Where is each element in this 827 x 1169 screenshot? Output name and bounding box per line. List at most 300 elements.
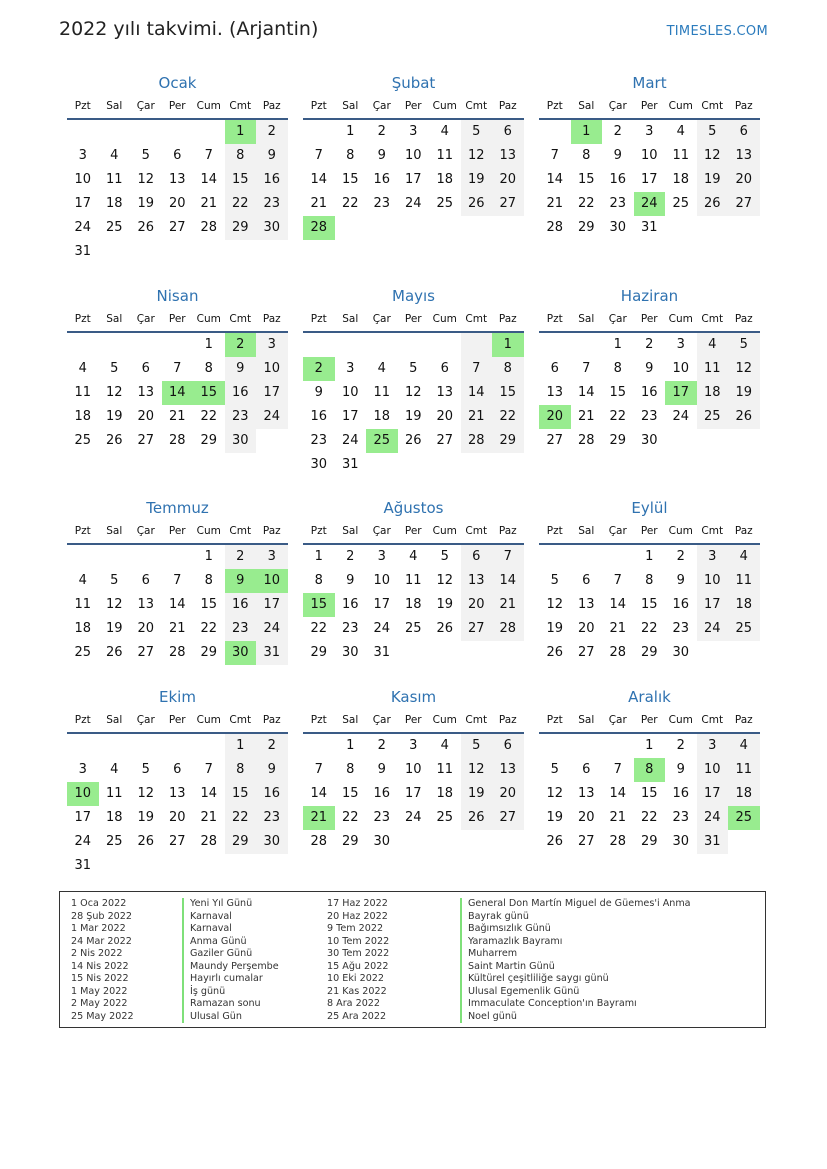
day-cell: 5 — [409, 361, 418, 376]
day-cell: 24 — [404, 196, 422, 211]
week-row — [67, 144, 288, 168]
day-cell: 6 — [728, 120, 760, 144]
day-cell: 12 — [461, 144, 493, 168]
week-row — [539, 120, 760, 144]
weekday-label: Çar — [372, 100, 391, 112]
day-cell: 8 — [582, 148, 591, 163]
weekday-label: Cmt — [701, 313, 724, 325]
weekday-label: Per — [404, 313, 422, 325]
day-cell: 11 — [105, 786, 123, 801]
empty-cell — [130, 333, 162, 357]
weekday-label: Paz — [262, 525, 281, 537]
holiday-name: Yeni Yıl Günü — [182, 898, 279, 911]
day-cell: 4 — [377, 361, 386, 376]
empty-cell — [99, 333, 131, 357]
day-cell: 29 — [341, 834, 359, 849]
month-7 — [67, 497, 288, 665]
weekday-label: Sal — [106, 714, 123, 726]
day-cell: 16 — [640, 385, 658, 400]
day-cell: 2 — [377, 124, 386, 139]
week-row — [303, 641, 524, 665]
day-cell: 22 — [341, 196, 359, 211]
week-row — [67, 734, 288, 758]
day-cell: 19 — [728, 381, 760, 405]
day-cell: 5 — [141, 148, 150, 163]
holiday-name: Gaziler Günü — [182, 948, 279, 961]
holiday-names-right — [460, 898, 691, 1023]
day-grid — [539, 120, 760, 240]
weekday-label: Paz — [734, 714, 753, 726]
day-cell: 2 — [225, 333, 257, 357]
day-cell: 16 — [373, 172, 391, 187]
empty-cell — [67, 120, 99, 144]
month-name: Şubat — [391, 74, 436, 92]
weekday-label: Cum — [432, 525, 457, 537]
day-cell: 9 — [377, 148, 386, 163]
holiday-name: Bayrak günü — [460, 911, 691, 924]
month-name: Ekim — [159, 688, 196, 706]
empty-cell — [130, 854, 162, 878]
day-cell: 3 — [377, 549, 386, 564]
day-cell: 27 — [137, 433, 155, 448]
weekday-label: Çar — [136, 313, 155, 325]
week-row — [67, 758, 288, 782]
day-cell: 23 — [672, 810, 690, 825]
day-cell: 15 — [640, 786, 658, 801]
day-cell: 26 — [546, 834, 564, 849]
empty-cell — [398, 830, 430, 854]
weekday-label: Pzt — [74, 100, 91, 112]
weekday-label: Sal — [578, 313, 595, 325]
empty-cell — [728, 830, 760, 854]
empty-cell — [366, 453, 398, 477]
holiday-dates-left — [71, 898, 134, 1023]
day-grid — [67, 545, 288, 665]
day-cell: 26 — [461, 192, 493, 216]
day-cell: 4 — [110, 762, 119, 777]
weekday-header — [303, 94, 524, 118]
day-cell: 2 — [613, 124, 622, 139]
day-cell: 18 — [436, 172, 454, 187]
empty-cell — [429, 453, 461, 477]
empty-cell — [539, 545, 571, 569]
empty-cell — [99, 854, 131, 878]
holiday-date: 10 Tem 2022 — [327, 935, 390, 947]
day-cell: 22 — [640, 810, 658, 825]
day-cell: 28 — [310, 834, 328, 849]
day-cell: 14 — [546, 172, 564, 187]
day-cell: 11 — [728, 758, 760, 782]
day-cell: 16 — [256, 782, 288, 806]
empty-cell — [99, 545, 131, 569]
holiday-name: Ulusal Gün — [182, 1011, 279, 1024]
day-cell: 29 — [200, 645, 218, 660]
day-cell: 25 — [672, 196, 690, 211]
weekday-label: Cmt — [229, 714, 252, 726]
week-row — [67, 192, 288, 216]
month-9 — [539, 497, 760, 665]
weekday-label: Per — [640, 714, 658, 726]
day-cell: 5 — [440, 549, 449, 564]
day-cell: 22 — [200, 409, 218, 424]
day-cell: 8 — [204, 573, 213, 588]
week-row — [303, 782, 524, 806]
day-cell: 6 — [550, 361, 559, 376]
day-cell: 21 — [200, 196, 218, 211]
empty-cell — [193, 734, 225, 758]
day-cell: 27 — [436, 433, 454, 448]
day-cell: 20 — [577, 810, 595, 825]
week-row — [303, 120, 524, 144]
day-cell: 21 — [461, 405, 493, 429]
day-cell: 11 — [436, 762, 454, 777]
day-cell: 16 — [225, 381, 257, 405]
empty-cell — [461, 641, 493, 665]
empty-cell — [225, 854, 257, 878]
holiday-date: 25 Ara 2022 — [327, 1010, 387, 1022]
day-cell: 31 — [74, 244, 92, 259]
weekday-label: Cum — [668, 525, 693, 537]
day-cell: 23 — [256, 192, 288, 216]
day-cell: 4 — [728, 734, 760, 758]
month-2 — [303, 72, 524, 240]
day-cell: 21 — [492, 593, 524, 617]
holiday-date: 1 May 2022 — [71, 985, 128, 997]
weekday-label: Cum — [196, 100, 221, 112]
day-cell: 16 — [672, 786, 690, 801]
day-cell: 9 — [613, 148, 622, 163]
weekday-label: Paz — [734, 525, 753, 537]
day-cell: 27 — [577, 645, 595, 660]
day-cell: 19 — [137, 196, 155, 211]
day-cell: 14 — [310, 786, 328, 801]
day-cell: 24 — [341, 433, 359, 448]
day-cell: 26 — [404, 433, 422, 448]
day-cell: 31 — [341, 457, 359, 472]
holiday-name: Immaculate Conception'ın Bayramı — [460, 998, 691, 1011]
week-row — [539, 569, 760, 593]
day-cell: 25 — [728, 617, 760, 641]
day-cell: 18 — [728, 782, 760, 806]
empty-cell — [99, 734, 131, 758]
month-name: Eylül — [631, 499, 668, 517]
site-link[interactable]: TIMESLES.COM — [666, 24, 768, 39]
day-cell: 5 — [110, 361, 119, 376]
day-grid — [67, 734, 288, 878]
day-cell: 29 — [310, 645, 328, 660]
day-cell: 21 — [546, 196, 564, 211]
month-name: Kasım — [390, 688, 437, 706]
day-cell: 26 — [137, 834, 155, 849]
day-cell: 4 — [110, 148, 119, 163]
empty-cell — [130, 120, 162, 144]
day-cell: 17 — [404, 172, 422, 187]
day-cell: 11 — [74, 597, 92, 612]
week-row — [303, 734, 524, 758]
day-cell: 14 — [492, 569, 524, 593]
week-row — [303, 617, 524, 641]
week-row — [67, 617, 288, 641]
weekday-label: Per — [168, 100, 186, 112]
day-cell: 1 — [346, 738, 355, 753]
weekday-header — [67, 94, 288, 118]
day-cell: 8 — [314, 573, 323, 588]
empty-cell — [728, 429, 760, 453]
day-cell: 18 — [373, 409, 391, 424]
weekday-label: Sal — [106, 313, 123, 325]
day-cell: 19 — [461, 782, 493, 806]
holiday-date: 2 Nis 2022 — [71, 948, 123, 959]
day-cell: 21 — [577, 409, 595, 424]
holiday-name: Karnaval — [182, 923, 279, 936]
day-cell: 22 — [492, 405, 524, 429]
empty-cell — [225, 240, 257, 264]
day-cell: 24 — [373, 621, 391, 636]
day-cell: 15 — [225, 168, 257, 192]
day-cell: 15 — [341, 172, 359, 187]
day-cell: 28 — [609, 834, 627, 849]
day-cell: 30 — [310, 457, 328, 472]
day-cell: 31 — [256, 641, 288, 665]
weekday-label: Cum — [668, 100, 693, 112]
day-cell: 5 — [141, 762, 150, 777]
day-cell: 9 — [256, 144, 288, 168]
week-row — [67, 429, 288, 453]
day-cell: 24 — [256, 617, 288, 641]
holiday-date: 2 May 2022 — [71, 998, 128, 1009]
week-row — [67, 333, 288, 357]
week-row — [539, 333, 760, 357]
day-cell: 25 — [366, 429, 398, 453]
day-cell: 15 — [193, 381, 225, 405]
empty-cell — [697, 641, 729, 665]
day-cell: 27 — [168, 834, 186, 849]
holiday-name: Saint Martin Günü — [460, 961, 691, 974]
day-cell: 30 — [225, 429, 257, 453]
month-name: Ocak — [158, 74, 197, 92]
day-cell: 24 — [404, 810, 422, 825]
month-name: Nisan — [156, 287, 199, 305]
day-cell: 7 — [461, 357, 493, 381]
day-cell: 20 — [168, 810, 186, 825]
day-cell: 31 — [640, 220, 658, 235]
weekday-label: Pzt — [74, 525, 91, 537]
weekday-label: Çar — [608, 100, 627, 112]
empty-cell — [67, 545, 99, 569]
day-cell: 25 — [697, 405, 729, 429]
day-cell: 30 — [225, 641, 257, 665]
day-cell: 11 — [105, 172, 123, 187]
weekday-label: Pzt — [546, 313, 563, 325]
day-cell: 17 — [373, 597, 391, 612]
day-cell: 29 — [225, 216, 257, 240]
day-cell: 21 — [310, 196, 328, 211]
day-cell: 27 — [577, 834, 595, 849]
day-cell: 19 — [105, 621, 123, 636]
day-cell: 24 — [697, 806, 729, 830]
day-cell: 27 — [137, 645, 155, 660]
day-cell: 14 — [609, 597, 627, 612]
day-cell: 28 — [200, 834, 218, 849]
empty-cell — [697, 216, 729, 240]
day-cell: 20 — [728, 168, 760, 192]
day-cell: 24 — [74, 220, 92, 235]
empty-cell — [303, 734, 335, 758]
holiday-date: 21 Kas 2022 — [327, 985, 387, 997]
weekday-label: Çar — [136, 525, 155, 537]
weekday-label: Pzt — [310, 313, 327, 325]
day-cell: 2 — [346, 549, 355, 564]
weekday-header — [539, 519, 760, 543]
day-cell: 9 — [676, 762, 685, 777]
empty-cell — [398, 641, 430, 665]
week-row — [303, 453, 524, 477]
empty-cell — [256, 240, 288, 264]
day-cell: 10 — [67, 782, 99, 806]
day-cell: 29 — [640, 834, 658, 849]
week-row — [303, 216, 524, 240]
day-cell: 23 — [256, 806, 288, 830]
day-cell: 13 — [168, 172, 186, 187]
day-cell: 1 — [225, 734, 257, 758]
day-cell: 9 — [225, 569, 257, 593]
day-cell: 14 — [310, 172, 328, 187]
day-cell: 15 — [640, 597, 658, 612]
holiday-name: Ulusal Egemenlik Günü — [460, 986, 691, 999]
day-cell: 5 — [110, 573, 119, 588]
day-cell: 31 — [74, 858, 92, 873]
day-cell: 15 — [341, 786, 359, 801]
empty-cell — [335, 333, 367, 357]
day-cell: 11 — [436, 148, 454, 163]
day-cell: 13 — [546, 385, 564, 400]
day-cell: 20 — [539, 405, 571, 429]
weekday-label: Cmt — [465, 313, 488, 325]
week-row — [303, 569, 524, 593]
day-cell: 17 — [256, 593, 288, 617]
empty-cell — [193, 240, 225, 264]
day-cell: 10 — [404, 148, 422, 163]
day-cell: 4 — [409, 549, 418, 564]
day-cell: 18 — [74, 621, 92, 636]
weekday-label: Cum — [432, 100, 457, 112]
day-cell: 22 — [200, 621, 218, 636]
day-cell: 7 — [613, 573, 622, 588]
day-cell: 10 — [697, 758, 729, 782]
week-row — [67, 405, 288, 429]
day-cell: 25 — [105, 834, 123, 849]
empty-cell — [602, 734, 634, 758]
month-name: Mayıs — [392, 287, 435, 305]
day-cell: 10 — [256, 357, 288, 381]
empty-cell — [162, 240, 194, 264]
day-cell: 30 — [672, 834, 690, 849]
day-cell: 12 — [697, 144, 729, 168]
day-cell: 26 — [105, 433, 123, 448]
empty-cell — [665, 429, 697, 453]
day-cell: 1 — [204, 549, 213, 564]
week-row — [539, 168, 760, 192]
day-cell: 3 — [256, 545, 288, 569]
day-cell: 5 — [550, 762, 559, 777]
empty-cell — [492, 216, 524, 240]
day-cell: 2 — [256, 120, 288, 144]
day-grid — [539, 734, 760, 854]
holiday-date: 15 Nis 2022 — [71, 973, 129, 984]
week-row — [303, 405, 524, 429]
weekday-label: Paz — [498, 525, 517, 537]
empty-cell — [461, 830, 493, 854]
day-cell: 27 — [728, 192, 760, 216]
empty-cell — [492, 641, 524, 665]
month-1 — [67, 72, 288, 264]
day-cell: 6 — [492, 120, 524, 144]
weekday-label: Per — [168, 525, 186, 537]
day-cell: 22 — [225, 192, 257, 216]
empty-cell — [193, 854, 225, 878]
weekday-label: Cum — [196, 525, 221, 537]
empty-cell — [335, 216, 367, 240]
day-cell: 30 — [640, 433, 658, 448]
day-cell: 11 — [404, 573, 422, 588]
day-cell: 29 — [200, 433, 218, 448]
day-cell: 20 — [492, 782, 524, 806]
week-row — [539, 357, 760, 381]
day-cell: 21 — [168, 621, 186, 636]
week-row — [303, 144, 524, 168]
weekday-label: Çar — [608, 525, 627, 537]
day-cell: 19 — [546, 810, 564, 825]
weekday-label: Cum — [196, 313, 221, 325]
week-row — [539, 144, 760, 168]
day-cell: 23 — [640, 409, 658, 424]
day-grid — [539, 545, 760, 665]
day-cell: 25 — [436, 196, 454, 211]
day-cell: 25 — [74, 645, 92, 660]
day-cell: 13 — [461, 569, 493, 593]
day-cell: 26 — [137, 220, 155, 235]
weekday-label: Cum — [668, 714, 693, 726]
weekday-label: Per — [404, 100, 422, 112]
day-cell: 5 — [550, 573, 559, 588]
day-cell: 30 — [256, 216, 288, 240]
day-cell: 28 — [200, 220, 218, 235]
empty-cell — [539, 333, 571, 357]
day-cell: 17 — [404, 786, 422, 801]
empty-cell — [67, 734, 99, 758]
week-row — [303, 333, 524, 357]
empty-cell — [366, 216, 398, 240]
weekday-label: Paz — [498, 100, 517, 112]
week-row — [539, 782, 760, 806]
day-cell: 11 — [672, 148, 690, 163]
day-cell: 16 — [256, 168, 288, 192]
day-cell: 27 — [492, 192, 524, 216]
day-cell: 19 — [461, 168, 493, 192]
week-row — [303, 830, 524, 854]
day-cell: 9 — [645, 361, 654, 376]
day-grid — [303, 545, 524, 665]
day-grid — [303, 333, 524, 477]
weekday-label: Paz — [262, 714, 281, 726]
weekday-label: Per — [640, 100, 658, 112]
day-cell: 17 — [74, 810, 92, 825]
weekday-header — [303, 708, 524, 732]
weekday-label: Çar — [372, 313, 391, 325]
day-cell: 22 — [609, 409, 627, 424]
week-row — [539, 806, 760, 830]
week-row — [303, 168, 524, 192]
